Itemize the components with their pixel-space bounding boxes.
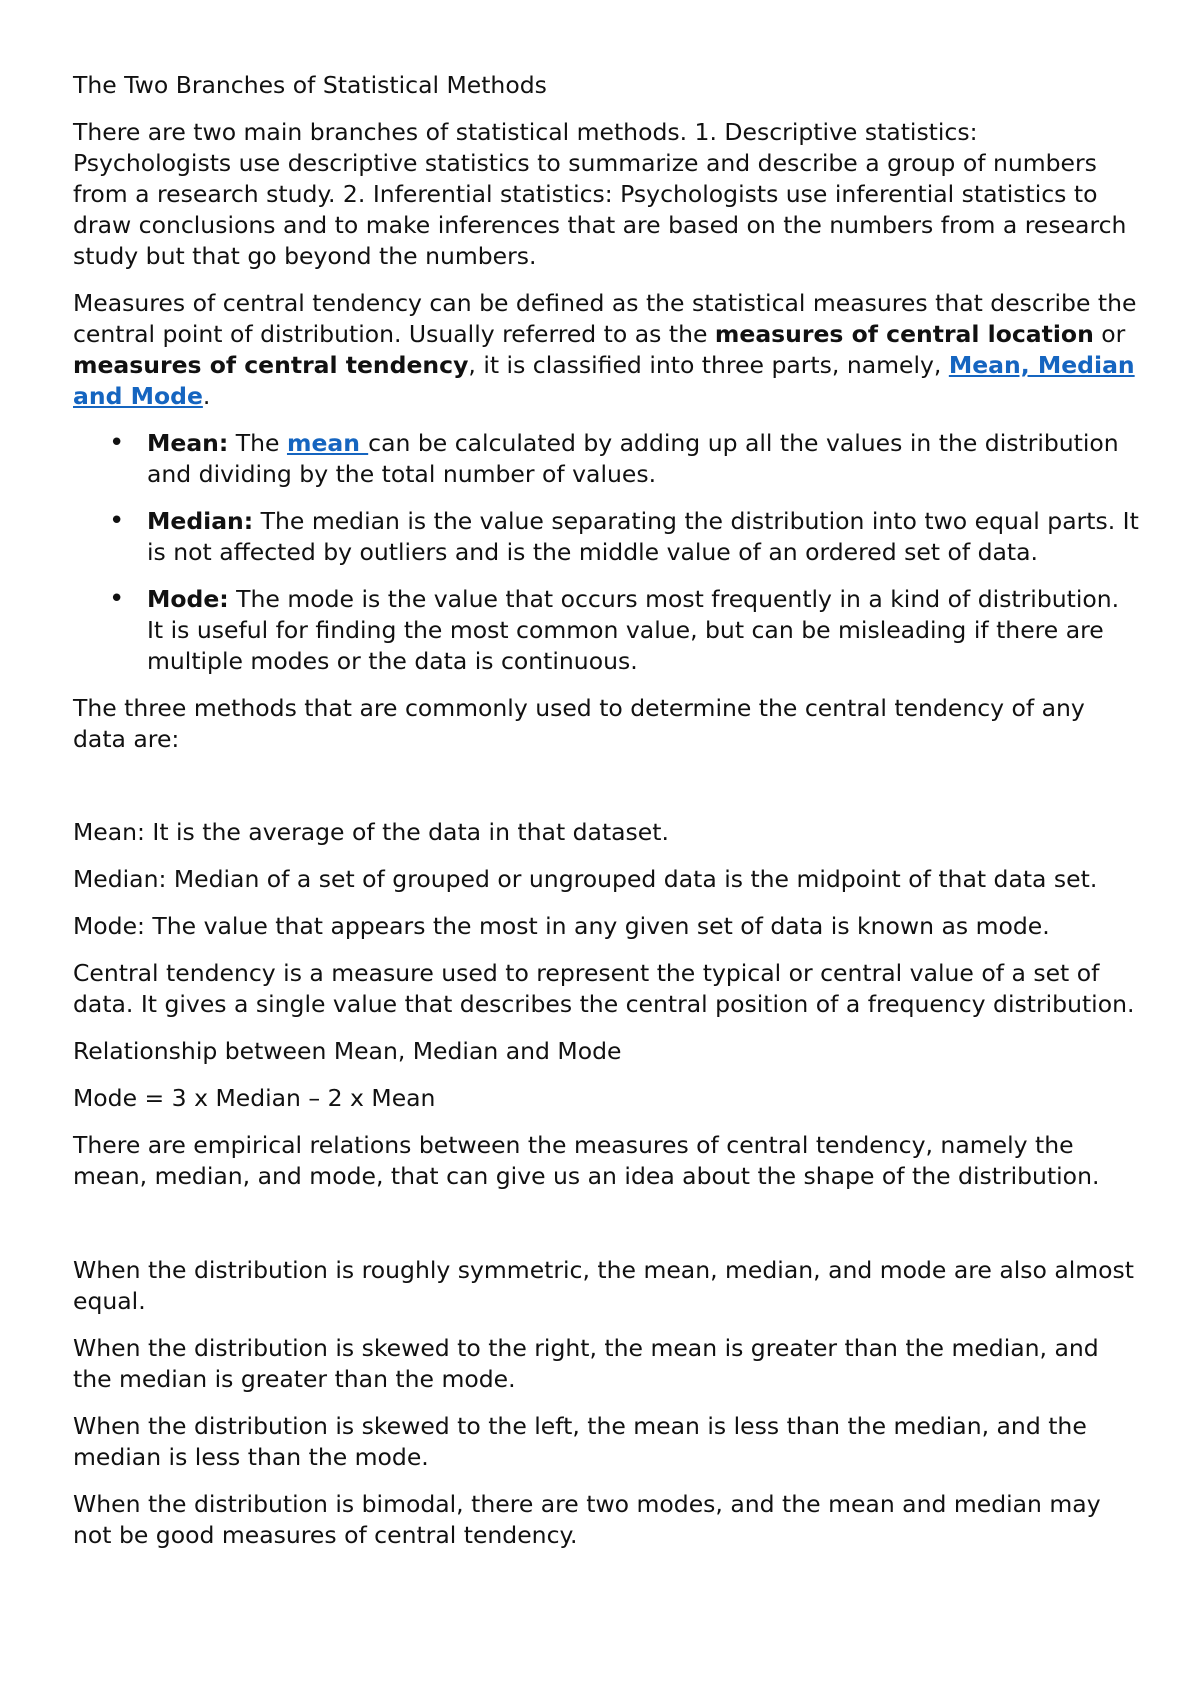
paragraph-skew-left: When the distribution is skewed to the left, the mean is less than the median, and the median is less than the mode. — [73, 1412, 1087, 1471]
central-text-1: Measures of central tendency can be defined as the statistical measures that describe the central point of distribution. Usually referred to as the — [73, 289, 1137, 348]
paragraph-mode-definition: Mode: The value that appears the most in any given set of data is known as mode. — [73, 912, 1050, 940]
bullet-mode-label: Mode: — [147, 585, 229, 613]
central-bold-tendency: measures of central tendency — [73, 351, 469, 379]
paragraph-central-definition: Central tendency is a measure used to represent the typical or central value of a set of data. It gives a single value that describes the central position of a frequency distribution. — [73, 959, 1135, 1018]
paragraph-relationship-heading: Relationship between Mean, Median and Mode — [73, 1037, 622, 1065]
paragraph-median-definition: Median: Median of a set of grouped or ungrouped data is the midpoint of that data set. — [73, 865, 1098, 893]
document-title: The Two Branches of Statistical Methods — [73, 71, 547, 99]
measures-bullet-list — [73, 428, 1140, 677]
bullet-mode-text: The mode is the value that occurs most frequently in a kind of distribution. It is useful for finding the most common value, but can be misleading if there are multiple modes or the data is continuous. — [147, 585, 1120, 675]
paragraph-bimodal: When the distribution is bimodal, there are two modes, and the mean and median may not be good measures of central tendency. — [73, 1490, 1101, 1549]
central-text-2: or — [1093, 320, 1126, 348]
bullet-mean-label: Mean: — [147, 429, 229, 457]
bullet-median-text: The median is the value separating the distribution into two equal parts. It is not affected by outliers and is the middle value of an ordered set of data. — [147, 507, 1139, 566]
bullet-median — [147, 506, 1140, 568]
bullet-mean-pre: The — [228, 429, 287, 457]
central-text-3: , it is classified into three parts, namely, — [468, 351, 949, 379]
paragraph-formula: Mode = 3 x Median – 2 x Mean — [73, 1084, 436, 1112]
paragraph-symmetric: When the distribution is roughly symmetric, the mean, median, and mode are also almost equal. — [73, 1256, 1135, 1315]
paragraph-skew-right: When the distribution is skewed to the right, the mean is greater than the median, and the median is greater than the mode. — [73, 1334, 1099, 1393]
bullet-median-label: Median: — [147, 507, 254, 535]
bullet-mean-post: can be calculated by adding up all the values in the distribution and dividing by the total number of values. — [147, 429, 1119, 488]
central-text-4: . — [202, 382, 211, 410]
blank-spacer — [73, 771, 1140, 817]
paragraph-empirical: There are empirical relations between the measures of central tendency, namely the mean, median, and mode, that can give us an idea about the shape of the distribution. — [73, 1131, 1100, 1190]
paragraph-three-methods: The three methods that are commonly used to determine the central tendency of any data are: — [73, 694, 1085, 753]
blank-spacer — [73, 1208, 1140, 1255]
bullet-mean — [147, 428, 1140, 490]
paragraph-branches: There are two main branches of statistical methods. 1. Descriptive statistics: Psychologists use descriptive statistics to summarize and describe a group of numbers from a research study. 2. Inferential statistics: Psychologists use inferential statistics to draw conclusions and to make inferences that are based on the numbers from a research study but that go beyond the numbers. — [73, 118, 1127, 270]
mean-link[interactable]: mean — [286, 429, 369, 457]
central-bold-location: measures of central location — [714, 320, 1094, 348]
paragraph-central-tendency — [73, 288, 1140, 412]
mean-median-mode-link[interactable]: Mean, Median and Mode — [73, 351, 1135, 410]
bullet-mode — [147, 584, 1140, 677]
paragraph-mean-definition: Mean: It is the average of the data in that dataset. — [73, 818, 669, 846]
